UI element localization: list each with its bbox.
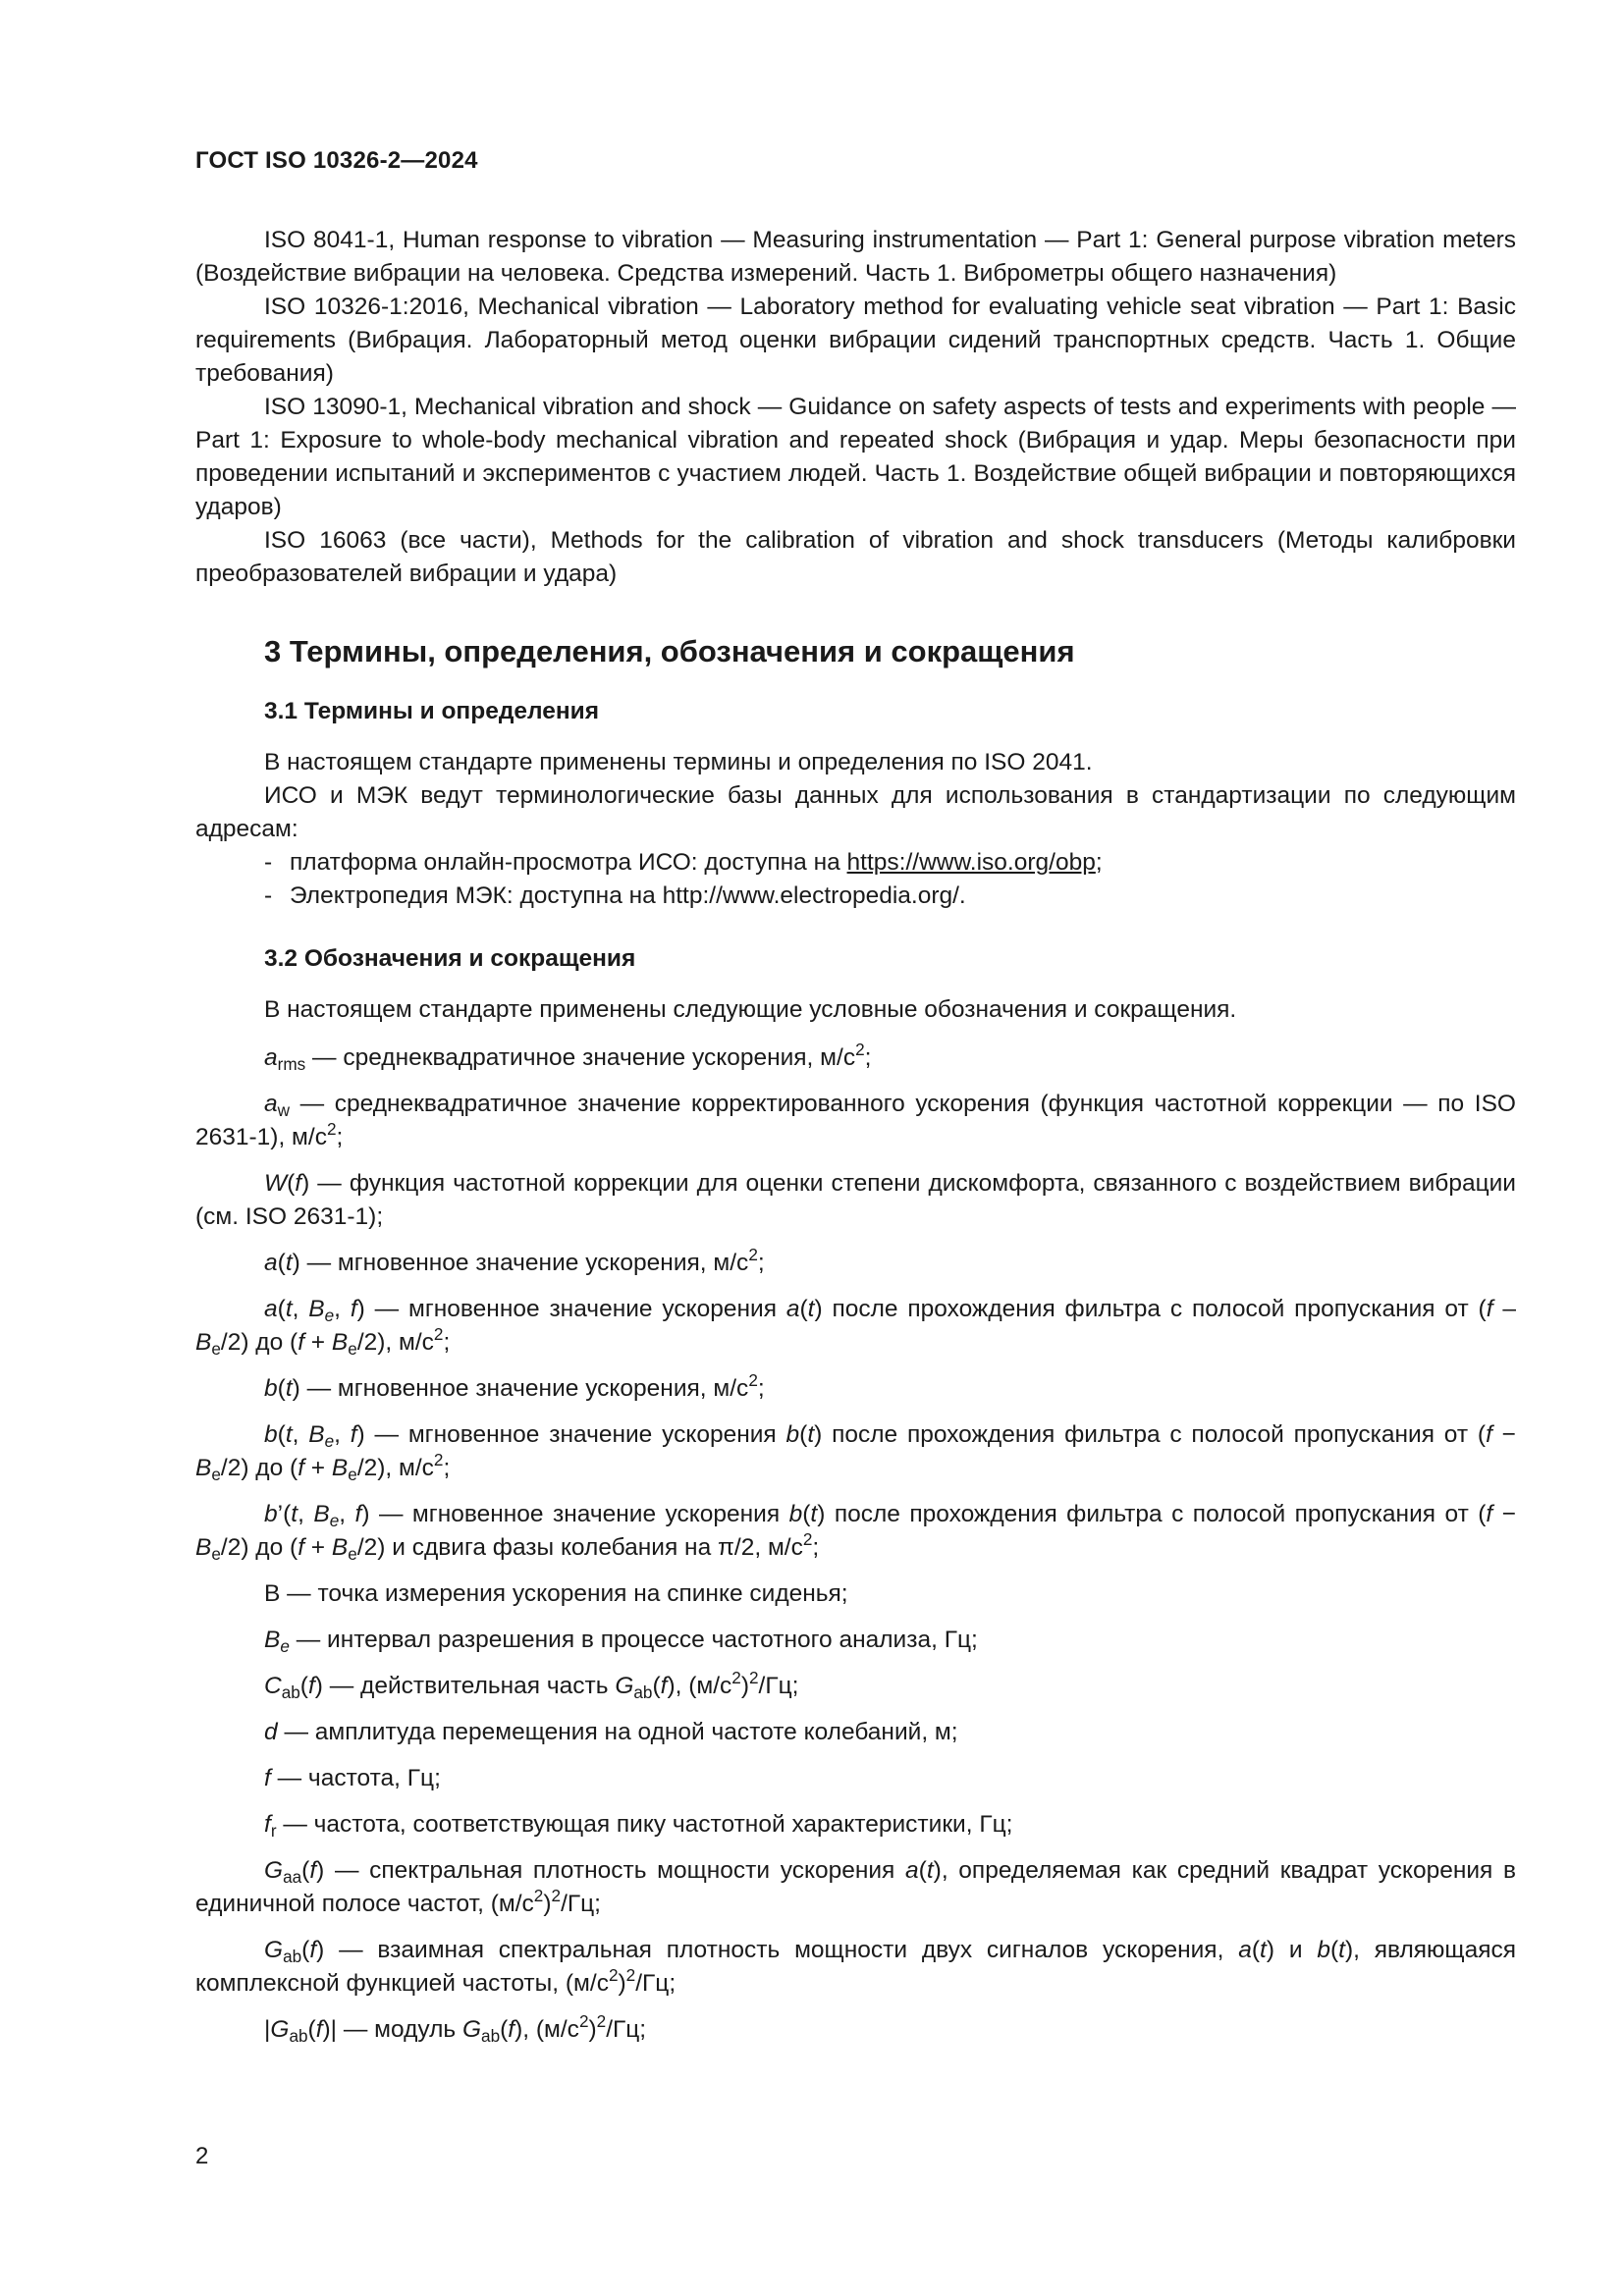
subsection-heading: 3.2 Обозначения и сокращения (264, 945, 636, 972)
iso-obp-link[interactable]: https://www.iso.org/obp (846, 849, 1096, 876)
symbol-definition: $f_r$ — частота, соответствующая пику частотной характеристики, Гц; (264, 1811, 1013, 1841)
section-heading: 3 Термины, определения, обозначения и сокращения (264, 634, 1075, 668)
page-content (195, 224, 1516, 2047)
normative-references (195, 224, 1516, 591)
paragraph: В настоящем стандарте применены следующие условные обозначения и сокращения. (264, 996, 1237, 1023)
list-item: - платформа онлайн-просмотра ИСО: доступна на https://www.iso.org/obp; (264, 849, 1103, 876)
symbol-definition: $G_{aa}(f)$ — спектральная плотность мощности ускорения a(t), определяемая как средний квадрат ускорения в единичной полосе частот, $(м/с^2)^2/Гц$; (195, 1857, 1516, 1917)
reference-item: ISO 16063 (все части), Methods for the calibration of vibration and shock transducers (Методы калибровки преобразователей вибрации и удара) (195, 527, 1516, 587)
reference-item: ISO 13090-1, Mechanical vibration and shock — Guidance on safety aspects of tests and experiments with people — Part 1: Exposure to whole-body mechanical vibration and repeated shock (Вибрация и удар. Меры безопасности при проведении испытаний и экспериментов с участием людей. Часть 1. Воздействие общей вибрации и повторяющихся ударов) (195, 394, 1516, 520)
symbol-definition: $|G_{ab}(f)|$ — модуль $G_{ab}(f)$, $(м/с^2)^2/Гц$; (264, 2011, 647, 2046)
symbol-definition: b’(t, $B_e$, f) — мгновенное значение ускорения b(t) после прохождения фильтра с полосой пропускания от $(f - B_e/2)$ до $(f + B_e/2)$ и сдвига фазы колебания на π/2, $м/с^2$; (195, 1501, 1517, 1564)
symbol-definition: b(t) — мгновенное значение ускорения, $м/с^2$; (264, 1370, 765, 1402)
list-item: - Электропедия МЭК: доступна на http://www.electropedia.org/. (264, 882, 966, 909)
symbols-list (195, 1041, 1516, 2047)
reference-item: ISO 8041-1, Human response to vibration — Measuring instrumentation — Part 1: General purpose vibration meters (Воздействие вибрации на человека. Средства измерений. Часть 1. Виброметры общего назначения) (195, 227, 1516, 287)
paragraph: ИСО и МЭК ведут терминологические базы данных для использования в стандартизации по следующим адресам: (195, 782, 1516, 842)
symbol-definition: $a_{rms}$ — среднеквадратичное значение ускорения, $м/с^2$; (264, 1040, 872, 1074)
symbol-definition: $B_e$ — интервал разрешения в процессе частотного анализа, Гц; (264, 1627, 978, 1656)
subsection-heading: 3.1 Термины и определения (264, 698, 600, 724)
symbol-definition: b(t, $B_e$, f) — мгновенное значение ускорения b(t) после прохождения фильтра с полосой пропускания от $(f - B_e/2)$ до $(f + B_e/2)$, $м/с^2$; (195, 1421, 1516, 1484)
document-header: ГОСТ ISO 10326-2—2024 (195, 147, 478, 174)
symbol-definition: W(f) — функция частотной коррекции для оценки степени дискомфорта, связанного с воздействием вибрации (см. ISO 2631-1); (195, 1170, 1516, 1230)
symbol-definition: В — точка измерения ускорения на спинке сиденья; (264, 1580, 848, 1607)
symbol-definition: a(t) — мгновенное значение ускорения, $м/с^2$; (264, 1245, 765, 1276)
symbol-definition: $a_w$ — среднеквадратичное значение корректированного ускорения (функция частотной коррекции — по ISO 2631-1), $м/с^2$; (195, 1091, 1516, 1150)
symbol-definition: f — частота, Гц; (264, 1765, 441, 1791)
symbol-definition: d — амплитуда перемещения на одной частоте колебаний, м; (264, 1719, 958, 1745)
reference-item: ISO 10326-1:2016, Mechanical vibration — Laboratory method for evaluating vehicle seat vibration — Part 1: Basic requirements (Вибрация. Лабораторный метод оценки вибрации сидений транспортных средств. Часть 1. Общие требования) (195, 294, 1516, 387)
symbol-definition: $G_{ab}(f)$ — взаимная спектральная плотность мощности двух сигналов ускорения, a(t) и b(t), являющаяся комплексной функцией частоты, $(м/с^2)^2/Гц$; (195, 1937, 1516, 1997)
symbol-definition: $C_{ab}(f)$ — действительная часть $G_{ab}(f)$, $(м/с^2)^2/Гц$; (264, 1668, 799, 1702)
paragraph: В настоящем стандарте применены термины и определения по ISO 2041. (264, 749, 1093, 775)
symbol-definition: a(t, $B_e$, f) — мгновенное значение ускорения a(t) после прохождения фильтра с полосой пропускания от $(f - B_e/2)$ до $(f + B_e/2)$, $м/с^2$; (195, 1296, 1516, 1359)
page-number: 2 (195, 2143, 209, 2169)
